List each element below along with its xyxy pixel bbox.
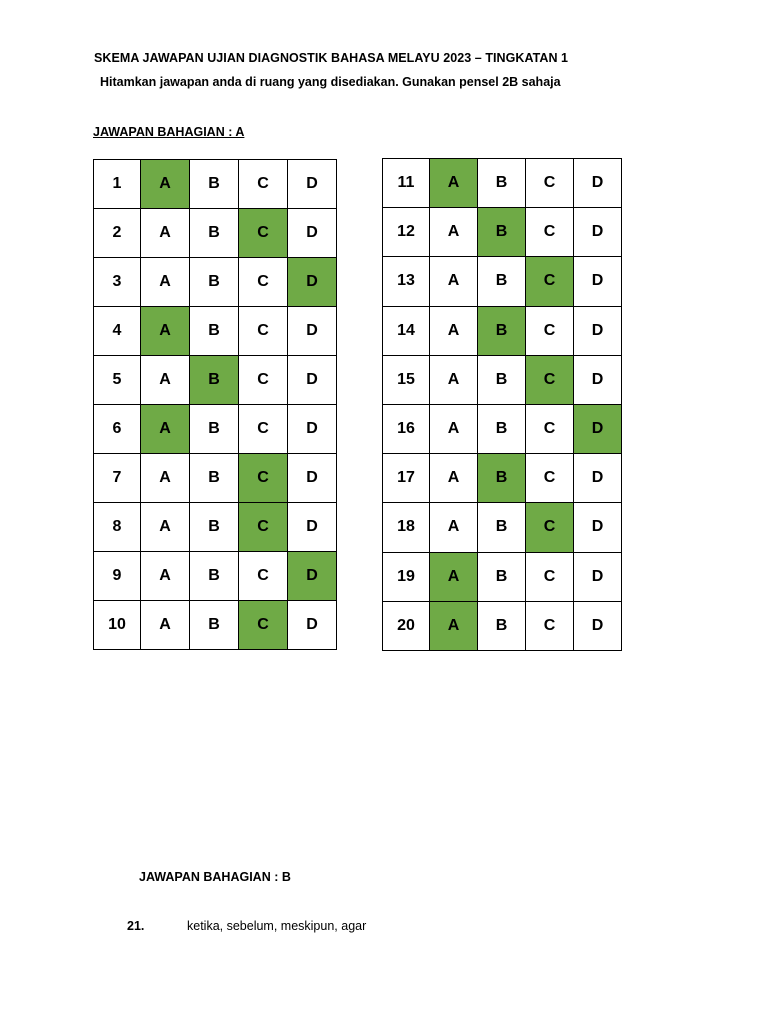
option-c-cell: C — [239, 503, 288, 552]
option-c-cell: C — [239, 454, 288, 503]
option-c-cell: C — [239, 552, 288, 601]
option-a-cell: A — [430, 454, 478, 503]
option-c-cell: C — [239, 601, 288, 650]
option-d-cell: D — [574, 257, 622, 306]
option-a-cell: A — [141, 209, 190, 258]
option-d-cell: D — [288, 209, 337, 258]
answer-row — [94, 307, 337, 356]
answer-table-right — [382, 158, 622, 651]
option-d-cell: D — [288, 601, 337, 650]
question-number-cell: 6 — [94, 405, 141, 454]
question-number-cell: 9 — [94, 552, 141, 601]
option-b-cell: B — [478, 159, 526, 208]
question-number-cell: 2 — [94, 209, 141, 258]
option-b-cell: B — [478, 601, 526, 650]
option-b-cell: B — [478, 257, 526, 306]
option-d-cell: D — [288, 160, 337, 209]
option-a-cell: A — [430, 601, 478, 650]
answer-row — [94, 552, 337, 601]
option-d-cell: D — [288, 503, 337, 552]
option-b-cell: B — [190, 307, 239, 356]
answer-row — [383, 503, 622, 552]
option-a-cell: A — [141, 307, 190, 356]
option-d-cell: D — [288, 356, 337, 405]
answer-row — [94, 503, 337, 552]
answer-row — [383, 306, 622, 355]
question-number-cell: 4 — [94, 307, 141, 356]
option-d-cell: D — [288, 307, 337, 356]
instruction-text: Hitamkan jawapan anda di ruang yang disediakan. Gunakan pensel 2B sahaja — [100, 75, 561, 89]
option-b-cell: B — [478, 503, 526, 552]
option-a-cell: A — [141, 356, 190, 405]
answer-row — [94, 454, 337, 503]
option-c-cell: C — [239, 405, 288, 454]
option-c-cell: C — [526, 159, 574, 208]
question-number-cell: 15 — [383, 355, 430, 404]
question-number-cell: 20 — [383, 601, 430, 650]
answer-row — [383, 404, 622, 453]
option-a-cell: A — [141, 552, 190, 601]
document-title: SKEMA JAWAPAN UJIAN DIAGNOSTIK BAHASA MELAYU 2023 – TINGKATAN 1 — [94, 51, 569, 65]
option-c-cell: C — [239, 209, 288, 258]
section-b-heading: JAWAPAN BAHAGIAN : B — [139, 870, 291, 884]
answer-row — [383, 159, 622, 208]
option-c-cell: C — [239, 258, 288, 307]
option-b-cell: B — [190, 405, 239, 454]
answer-row — [94, 160, 337, 209]
question-number-cell: 8 — [94, 503, 141, 552]
option-d-cell: D — [574, 159, 622, 208]
answer-row — [94, 405, 337, 454]
option-b-cell: B — [478, 404, 526, 453]
answer-row — [383, 355, 622, 404]
option-c-cell: C — [526, 355, 574, 404]
option-c-cell: C — [526, 454, 574, 503]
option-b-cell: B — [478, 208, 526, 257]
option-c-cell: C — [239, 160, 288, 209]
question-number-cell: 11 — [383, 159, 430, 208]
option-b-cell: B — [478, 552, 526, 601]
option-a-cell: A — [141, 258, 190, 307]
question-number-cell: 18 — [383, 503, 430, 552]
option-c-cell: C — [239, 307, 288, 356]
option-a-cell: A — [430, 503, 478, 552]
option-d-cell: D — [288, 552, 337, 601]
question-number-cell: 17 — [383, 454, 430, 503]
question-number-cell: 19 — [383, 552, 430, 601]
answer-row — [94, 258, 337, 307]
option-b-cell: B — [190, 258, 239, 307]
option-b-cell: B — [190, 356, 239, 405]
answer-row — [94, 601, 337, 650]
question-number-cell: 16 — [383, 404, 430, 453]
option-d-cell: D — [574, 208, 622, 257]
question-number-cell: 10 — [94, 601, 141, 650]
option-a-cell: A — [141, 160, 190, 209]
option-a-cell: A — [430, 355, 478, 404]
option-c-cell: C — [526, 208, 574, 257]
option-b-cell: B — [190, 503, 239, 552]
option-a-cell: A — [430, 208, 478, 257]
option-a-cell: A — [430, 404, 478, 453]
answer-row — [94, 209, 337, 258]
option-a-cell: A — [141, 454, 190, 503]
option-a-cell: A — [141, 503, 190, 552]
option-c-cell: C — [526, 503, 574, 552]
question-number-cell: 13 — [383, 257, 430, 306]
option-b-cell: B — [478, 306, 526, 355]
option-d-cell: D — [574, 306, 622, 355]
option-d-cell: D — [288, 454, 337, 503]
question-number-cell: 14 — [383, 306, 430, 355]
question-number: 21. — [127, 919, 145, 933]
question-answer: ketika, sebelum, meskipun, agar — [187, 919, 367, 933]
option-d-cell: D — [288, 405, 337, 454]
answer-row — [383, 552, 622, 601]
option-d-cell: D — [574, 601, 622, 650]
question-number-cell: 1 — [94, 160, 141, 209]
option-b-cell: B — [190, 552, 239, 601]
question-number-cell: 12 — [383, 208, 430, 257]
answer-row — [94, 356, 337, 405]
option-a-cell: A — [141, 405, 190, 454]
answer-row — [383, 208, 622, 257]
option-a-cell: A — [430, 159, 478, 208]
option-d-cell: D — [574, 454, 622, 503]
option-b-cell: B — [478, 454, 526, 503]
option-b-cell: B — [190, 209, 239, 258]
option-c-cell: C — [526, 306, 574, 355]
option-d-cell: D — [574, 404, 622, 453]
option-b-cell: B — [190, 601, 239, 650]
option-c-cell: C — [526, 404, 574, 453]
answer-table-left — [93, 159, 337, 650]
answer-row — [383, 601, 622, 650]
option-c-cell: C — [526, 257, 574, 306]
option-c-cell: C — [526, 601, 574, 650]
question-number-cell: 3 — [94, 258, 141, 307]
option-d-cell: D — [574, 503, 622, 552]
option-b-cell: B — [478, 355, 526, 404]
question-number-cell: 5 — [94, 356, 141, 405]
section-a-heading: JAWAPAN BAHAGIAN : A — [93, 125, 245, 139]
option-b-cell: B — [190, 454, 239, 503]
option-a-cell: A — [430, 257, 478, 306]
option-d-cell: D — [574, 355, 622, 404]
option-d-cell: D — [288, 258, 337, 307]
option-d-cell: D — [574, 552, 622, 601]
option-a-cell: A — [430, 306, 478, 355]
answer-row — [383, 257, 622, 306]
option-c-cell: C — [526, 552, 574, 601]
option-a-cell: A — [141, 601, 190, 650]
option-a-cell: A — [430, 552, 478, 601]
answer-row — [383, 454, 622, 503]
question-number-cell: 7 — [94, 454, 141, 503]
option-b-cell: B — [190, 160, 239, 209]
option-c-cell: C — [239, 356, 288, 405]
